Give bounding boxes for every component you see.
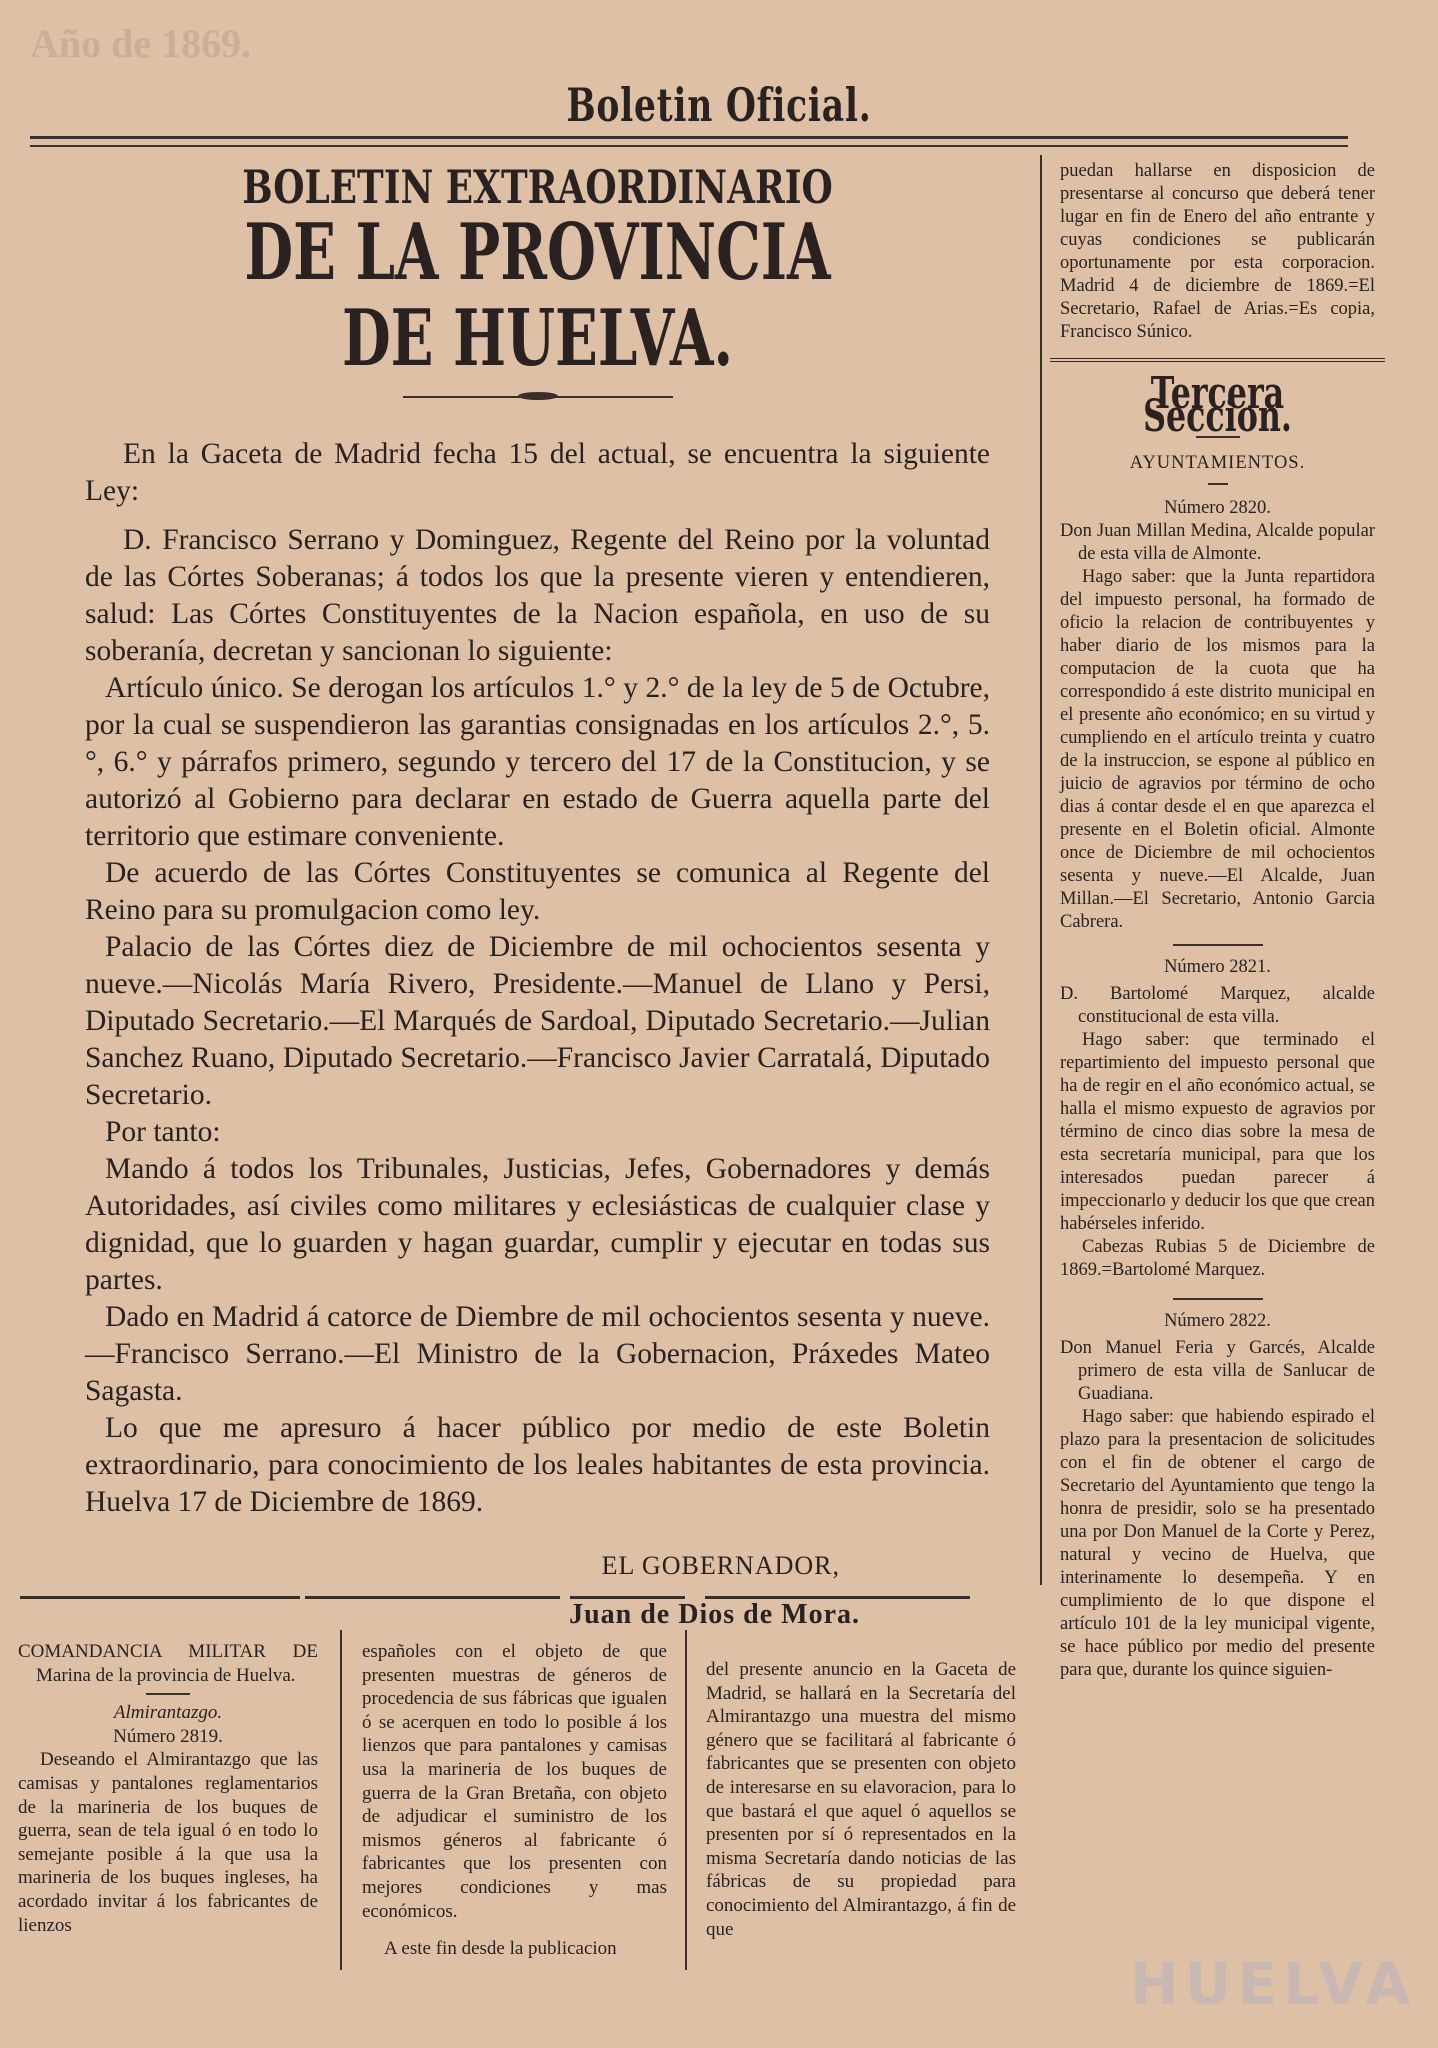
main-paragraph: Lo que me apresuro á hacer público por medio de este Boletin extraordinario, para conocimiento de los leales habitantes de esta provincia. Huelva 17 de Diciembre de 1869. <box>85 1411 990 1518</box>
bottom-body: españoles con el objeto de que presenten muestras de géneros de procedencia de sus fábricas que igualen ó se acerquen en todo lo posible á los lienzos que para pantalones y camisas usa la marineria de los buques de guerra de la Gran Bretaña, con objeto de adjudicar el suministro de los mismos géneros al fabricante ó fabricantes que los presenten con mejores condiciones y mas económicos. <box>362 1641 667 1922</box>
section-rule <box>1050 358 1385 364</box>
bottom-body-tail: A este fin desde la publicacion <box>384 1938 617 1960</box>
bottom-rule <box>570 1596 685 1599</box>
header-rule <box>30 136 1348 147</box>
notice-intro: D. Bartolomé Marquez, alcalde constitucional de esta villa. <box>1060 984 1375 1027</box>
main-paragraph: Dado en Madrid á catorce de Diembre de mil ochocientos sesenta y nueve.—Francisco Serrano.—El Ministro de la Gobernacion, Práxedes Mateo Sagasta. <box>85 1300 990 1407</box>
main-paragraph: Palacio de las Córtes diez de Diciembre de mil ochocientos sesenta y nueve.—Nicolás María Rivero, Presidente.—Manuel de Llano y Persi, Diputado Secretario.—El Marqués de Sardoal, Diputado Secretario.—Julian Sanchez Ruano, Diputado Secretario.—Francisco Javier Carratalá, Diputado Secretario. <box>85 930 990 1111</box>
faded-corner-mark: Año de 1869. <box>30 21 252 66</box>
notice-number: Número 2822. <box>1164 1311 1271 1331</box>
bottom-body: del presente anuncio en la Gaceta de Madrid, se hallará en la Secretaría del Almirantazgo una muestra del mismo género que se facilitará al fabricante ó fabricantes que se presenten con objeto de interesarse en su elavoracion, para lo que bastará el que aquel ó aquellos se presenten por sí ó representados en la misma Secretaría dando noticias de las fábricas de su propiedad para conocimiento del Almirantazgo, á fin de que <box>706 1659 1016 1940</box>
province-title: DE LA PROVINCIA DE HUELVA. <box>244 207 831 384</box>
subsection-title: AYUNTAMIENTOS. <box>1129 453 1306 473</box>
notice-rule <box>1173 944 1263 946</box>
bottom-divider <box>340 1630 342 1970</box>
notice-intro: Don Manuel Feria y Garcés, Alcalde primero de esta villa de Sanlucar de Guadiana. <box>1060 1338 1375 1404</box>
notice-body: Hago saber: que la Junta repartidora del impuesto personal, ha formado de oficio la relacion de contribuyentes y haber diario de los mismos para la computacion de la cuota que ha correspondido á este distrito municipal en el presente año económico; en su virtud y cumpliendo en el artículo treinta y cuatro de la instruccion, se espone al público en juicio de agravios por término de ocho dias á contar desde el en que aparezca el presente en el Boletin oficial. Almonte once de Diciembre de mil ochocientos sesenta y nueve.—El Alcalde, Juan Millan.—El Secretario, Antonio Garcia Cabrera. <box>1060 567 1375 932</box>
main-paragraph: Mando á todos los Tribunales, Justicias, Jefes, Gobernadores y demás Autoridades, así civiles como militares y eclesiásticas de cualquier clase y dignidad, que lo guarden y hagan guardar, cumplir y ejecutar en todas sus partes. <box>85 1152 990 1296</box>
column-divider <box>1040 155 1042 1585</box>
page-header-title: Boletin Oficial. <box>566 78 872 132</box>
signer-name: Juan de Dios de Mora. <box>569 1598 860 1630</box>
short-rule <box>146 1693 190 1695</box>
bottom-column-1 <box>18 1640 318 1937</box>
notice-body: Hago saber: que terminado el repartimiento del impuesto personal que ha de regir en el año económico actual, se halla el mismo expuesto de agravios por término de cinco dias sobre la mesa de esta secretaría municipal, para que los interesados puedan parecer á impeccionarlo y deducir los que que crean habérseles inferido. <box>1060 1030 1375 1234</box>
main-column <box>85 150 990 1631</box>
main-paragraph: Por tanto: <box>105 1115 221 1148</box>
bottom-heading: COMANDANCIA MILITAR DE Marina de la provincia de Huelva. <box>18 1641 318 1686</box>
notice-body: Hago saber: que habiendo espirado el plazo para la presentacion de solicitudes con el fin de obtener el cargo de Secretario del Ayuntamiento que tengo la honra de presidir, solo se ha presentado una por Don Manuel de la Corte y Perez, natural y vecino de Huelva, que interinamente lo desempeña. Y en cumplimiento de lo que dispone el artículo 101 de la ley municipal vigente, se hace público por medio del presente para que, durante los quince siguien- <box>1060 1407 1375 1680</box>
archive-watermark: HUELVA <box>1130 1950 1417 2018</box>
main-paragraph: De acuerdo de las Córtes Constituyentes se comunica al Regente del Reino para su promulgacion como ley. <box>85 856 990 926</box>
right-top-text: puedan hallarse en disposicion de presentarse al concurso que deberá tener lugar en fin de Enero del año entrante y cuyas condiciones se publicarán oportunamente por esta corporacion. Madrid 4 de diciembre de 1869.=El Secretario, Rafael de Arias.=Es copia, Francisco Súnico. <box>1060 161 1375 342</box>
signer-title: EL GOBERNADOR, <box>601 1550 840 1580</box>
notice-number: Número 2820. <box>1164 498 1271 518</box>
ornament-rule <box>403 392 673 402</box>
bottom-column-2 <box>362 1640 667 1961</box>
bottom-body: Deseando el Almirantazgo que las camisas y pantalones reglamentarios de la marineria de los buques de guerra, sean de tela igual ó en todo lo semejante posible á la que usa la marineria de los buques ingleses, ha acordado invitar á los fabricantes de lienzos <box>18 1749 318 1936</box>
bottom-column-3 <box>706 1658 1016 1941</box>
main-paragraph: Artículo único. Se derogan los artículos 1.° y 2.° de la ley de 5 de Octubre, por la cual se suspendieron las garantias consignadas en los artículos 2.°, 5.°, 6.° y párrafos primero, segundo y tercero del 17 de la Constitucion, y se autorizó al Gobierno para declarar en estado de Guerra aquella parte del territorio que estimare conveniente. <box>85 671 990 852</box>
notice-number: Número 2819. <box>113 1725 223 1747</box>
right-column <box>1060 160 1375 1682</box>
notice-rule <box>1173 1298 1263 1300</box>
bottom-divider <box>685 1630 687 1970</box>
notice-intro: Don Juan Millan Medina, Alcalde popular de esta villa de Almonte. <box>1060 521 1375 564</box>
bulletin-title: BOLETIN EXTRAORDINARIO <box>242 160 833 214</box>
bottom-subheading: Almirantazgo. <box>113 1702 223 1724</box>
bottom-rule <box>20 1596 300 1599</box>
main-paragraph: D. Francisco Serrano y Dominguez, Regente del Reino por la voluntad de las Córtes Soberanas; á todos los que la presente vieren y entendieren, salud: Las Córtes Constituyentes de la Nacion española, en uso de su soberanía, decretan y sancionan lo siguiente: <box>85 523 990 667</box>
section-title: Tercera Seccion. <box>1143 368 1292 442</box>
main-paragraph: En la Gaceta de Madrid fecha 15 del actual, se encuentra la siguiente Ley: <box>85 437 990 507</box>
bottom-rule <box>305 1596 560 1599</box>
short-rule <box>1208 483 1228 485</box>
bottom-rule <box>705 1596 970 1599</box>
notice-signature: Cabezas Rubias 5 de Diciembre de 1869.=Bartolomé Marquez. <box>1060 1237 1375 1280</box>
notice-number: Número 2821. <box>1164 957 1271 977</box>
